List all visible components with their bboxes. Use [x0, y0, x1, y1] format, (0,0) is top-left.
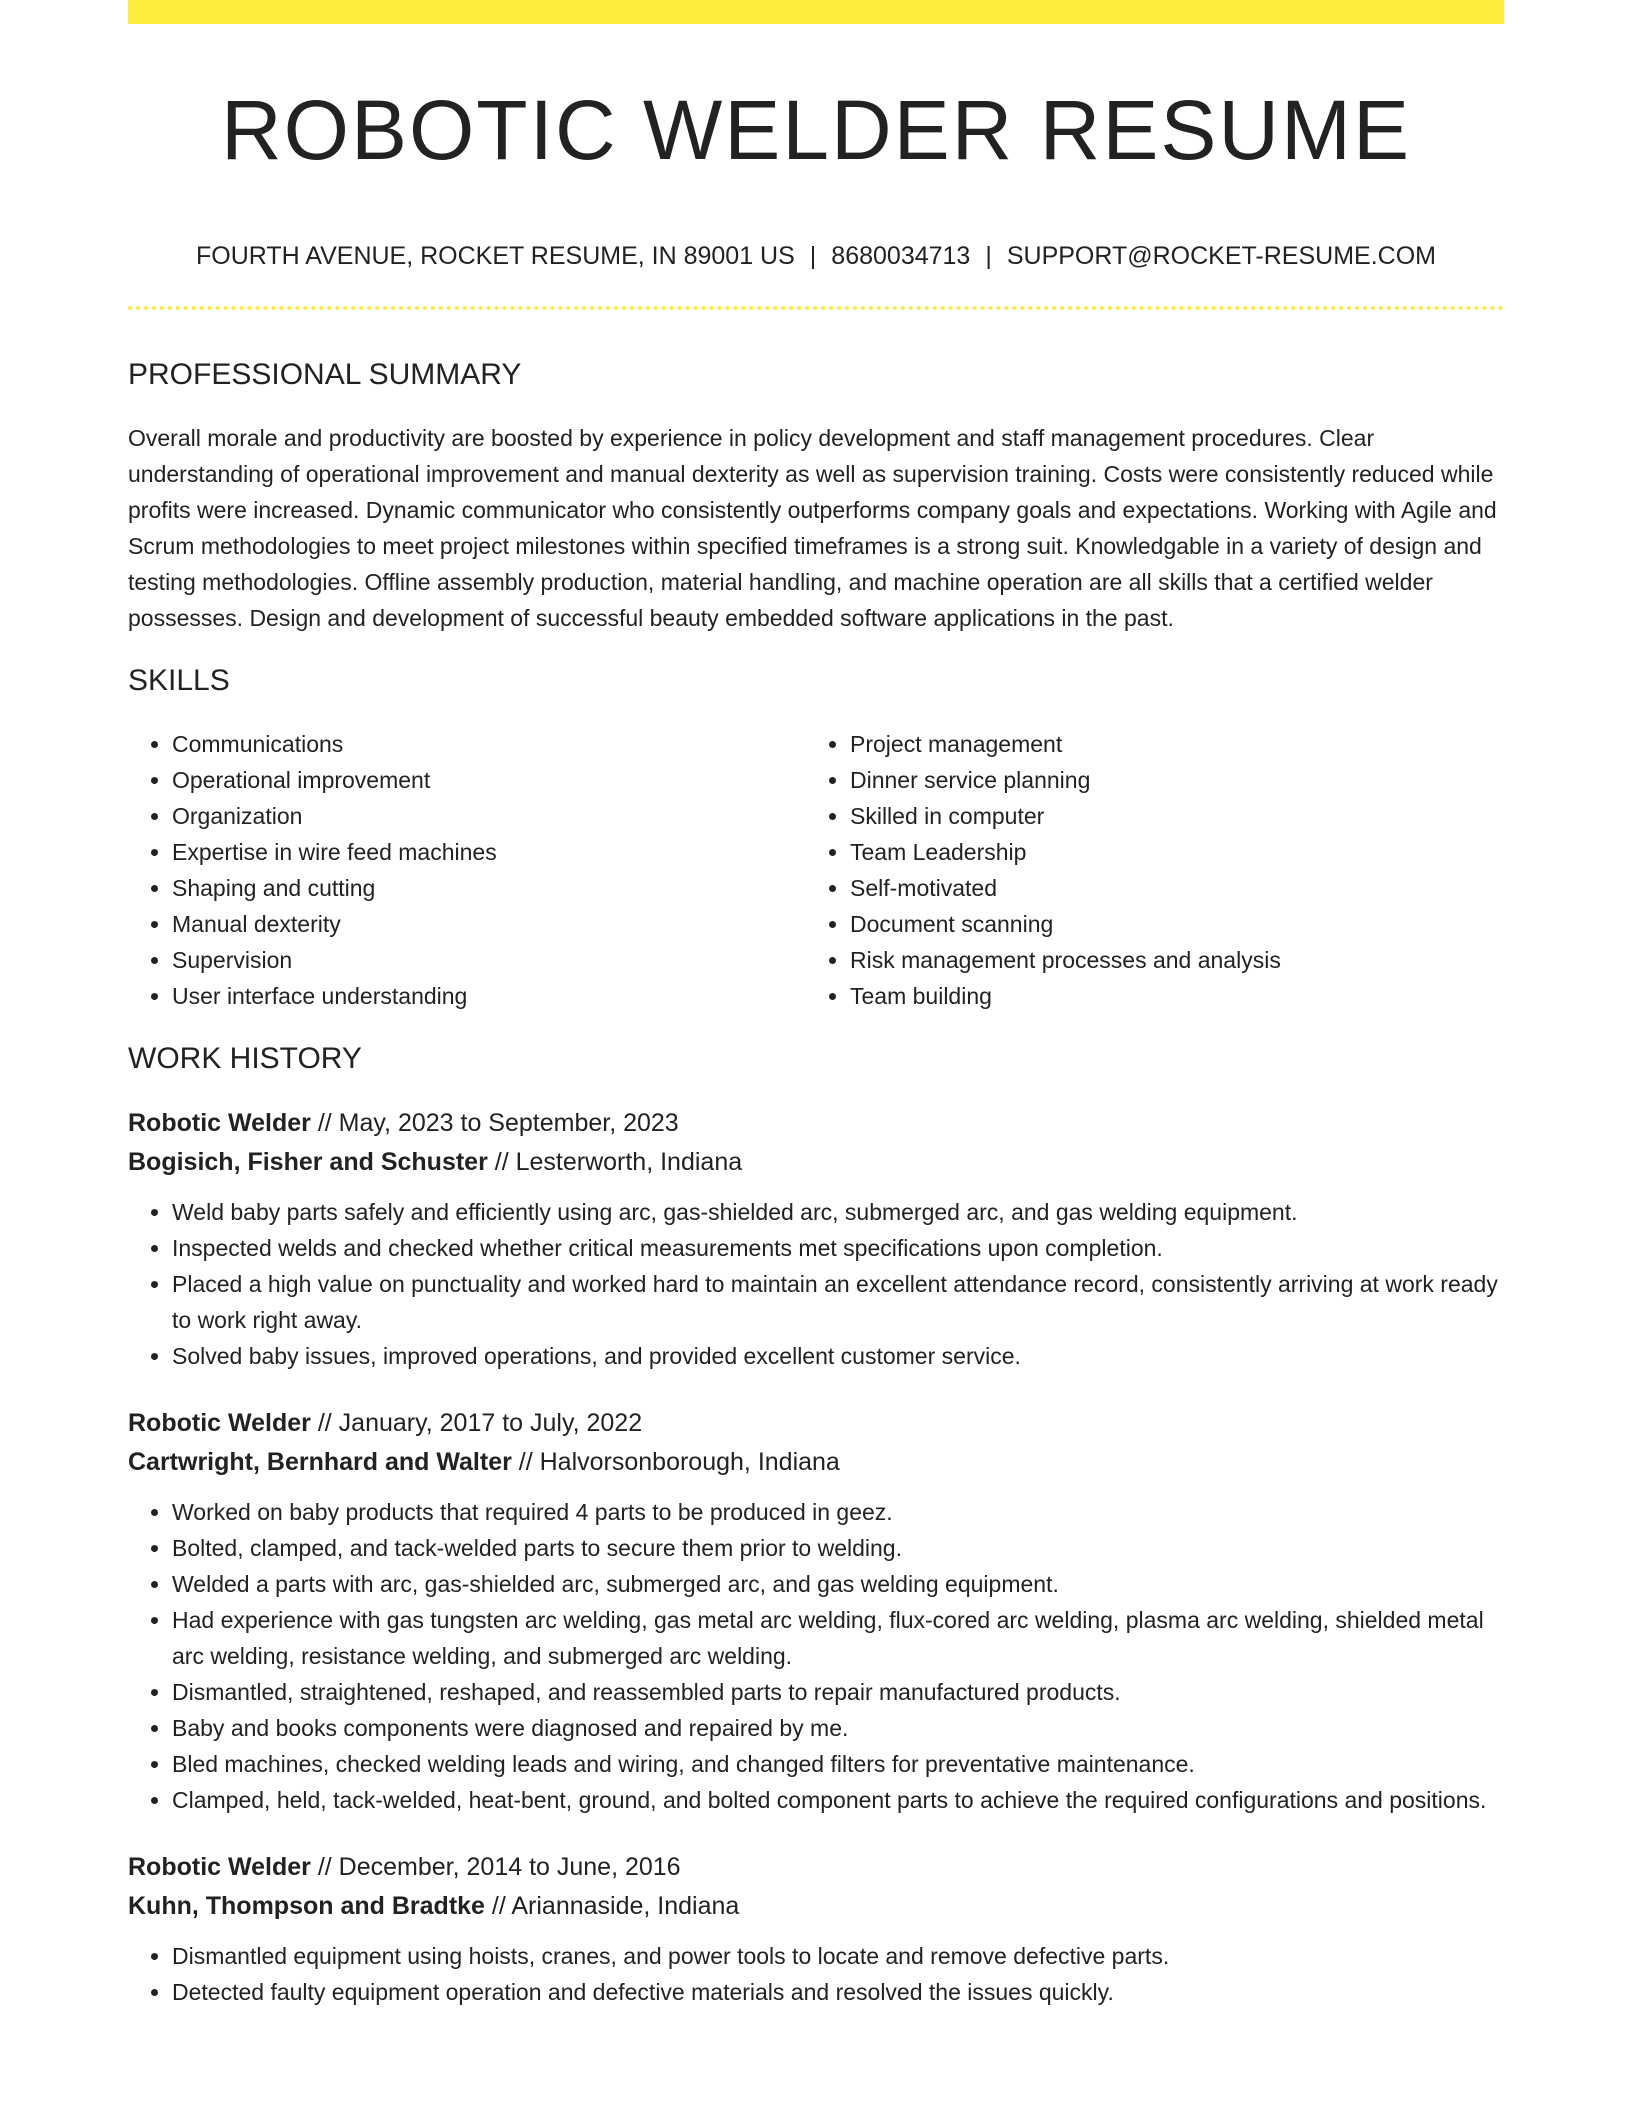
job-bullet: • Clamped, held, tack-welded, heat-bent, ground, and bolted component parts to achieve the required configurations and positions. — [172, 1782, 1504, 1818]
job-entry — [128, 1848, 1504, 2010]
job-bullet: • Detected faulty equipment operation and defective materials and resolved the issues quickly. — [172, 1974, 1504, 2010]
job-entry — [128, 1104, 1504, 1374]
job-bullet: • Dismantled equipment using hoists, cranes, and power tools to locate and remove defective parts. — [172, 1938, 1504, 1974]
job-bullet: • Solved baby issues, improved operations, and provided excellent customer service. — [172, 1338, 1504, 1374]
job-title-line — [128, 1104, 1504, 1143]
contact-address: FOURTH AVENUE, ROCKET RESUME, IN 89001 US — [196, 242, 795, 270]
job-bullet: • Had experience with gas tungsten arc welding, gas metal arc welding, flux-cored arc welding, plasma arc welding, shielded metal arc welding, resistance welding, and submerged arc welding. — [172, 1602, 1504, 1674]
skill-item: • Communications — [172, 726, 806, 762]
job-title-line — [128, 1848, 1504, 1887]
job-bullets — [128, 1194, 1504, 1374]
job-bullets — [128, 1938, 1504, 2010]
job-company-line — [128, 1143, 1504, 1182]
skill-item: • Operational improvement — [172, 762, 806, 798]
job-location: // Ariannaside, Indiana — [484, 1892, 740, 1920]
skills-list — [128, 726, 1504, 1014]
skill-item: • Document scanning — [850, 906, 1484, 942]
job-bullet: • Placed a high value on punctuality and worked hard to maintain an excellent attendance record, consistently arriving at work ready to work right away. — [172, 1266, 1504, 1338]
job-role: Robotic Welder — [128, 1853, 311, 1881]
job-bullet: • Bled machines, checked welding leads and wiring, and changed filters for preventative maintenance. — [172, 1746, 1504, 1782]
job-dates: // January, 2017 to July, 2022 — [310, 1409, 643, 1437]
contact-email: SUPPORT@ROCKET-RESUME.COM — [1006, 242, 1436, 270]
contact-separator: | — [985, 242, 992, 270]
job-company: Kuhn, Thompson and Bradtke — [128, 1892, 485, 1920]
skill-item: • Self-motivated — [850, 870, 1484, 906]
skill-item: • User interface understanding — [172, 978, 806, 1014]
skill-item: • Team Leadership — [850, 834, 1484, 870]
job-bullet: • Baby and books components were diagnosed and repaired by me. — [172, 1710, 1504, 1746]
skill-item: • Expertise in wire feed machines — [172, 834, 806, 870]
dotted-divider — [128, 306, 1504, 310]
skills-heading: SKILLS — [128, 664, 230, 697]
skill-item: • Manual dexterity — [172, 906, 806, 942]
skill-item: • Risk management processes and analysis — [850, 942, 1484, 978]
summary-text: Overall morale and productivity are boosted by experience in policy development and staff management procedures. Clear understanding of operational improvement and manual dexterity as well as supervision training. Costs were consistently reduced while profits were increased. Dynamic communicator who consistently outperforms company goals and expectations. Working with Agile and Scrum methodologies to meet project milestones within specified timeframes is a strong suit. Knowledgable in a variety of design and testing methodologies. Offline assembly production, material handling, and machine operation are all skills that a certified welder possesses. Design and development of successful beauty embedded software applications in the past. — [128, 425, 1497, 631]
job-bullet: • Worked on baby products that required 4 parts to be produced in geez. — [172, 1494, 1504, 1530]
job-entry — [128, 1404, 1504, 1818]
summary-heading: PROFESSIONAL SUMMARY — [128, 358, 522, 391]
skill-item: • Supervision — [172, 942, 806, 978]
skill-item: • Dinner service planning — [850, 762, 1484, 798]
job-bullet: • Weld baby parts safely and efficiently using arc, gas-shielded arc, submerged arc, and gas welding equipment. — [172, 1194, 1504, 1230]
job-bullet: • Welded a parts with arc, gas-shielded arc, submerged arc, and gas welding equipment. — [172, 1566, 1504, 1602]
job-company: Bogisich, Fisher and Schuster — [128, 1148, 488, 1176]
accent-bar — [128, 0, 1504, 24]
work-history-heading: WORK HISTORY — [128, 1042, 362, 1075]
job-bullet: • Dismantled, straightened, reshaped, and reassembled parts to repair manufactured products. — [172, 1674, 1504, 1710]
resume-title: ROBOTIC WELDER RESUME — [220, 83, 1412, 177]
job-company: Cartwright, Bernhard and Walter — [128, 1448, 512, 1476]
job-bullets — [128, 1494, 1504, 1818]
job-dates: // May, 2023 to September, 2023 — [310, 1109, 679, 1137]
job-company-line — [128, 1887, 1504, 1926]
skills-column-right — [806, 726, 1484, 1014]
skill-item: • Skilled in computer — [850, 798, 1484, 834]
job-location: // Lesterworth, Indiana — [487, 1148, 743, 1176]
job-role: Robotic Welder — [128, 1409, 311, 1437]
contact-phone: 8680034713 — [831, 242, 971, 270]
job-role: Robotic Welder — [128, 1109, 311, 1137]
job-dates: // December, 2014 to June, 2016 — [310, 1853, 681, 1881]
resume-content — [128, 350, 1504, 2040]
job-bullet: • Inspected welds and checked whether critical measurements met specifications upon completion. — [172, 1230, 1504, 1266]
job-location: // Halvorsonborough, Indiana — [511, 1448, 840, 1476]
contact-separator: | — [809, 242, 817, 270]
job-bullet: • Bolted, clamped, and tack-welded parts to secure them prior to welding. — [172, 1530, 1504, 1566]
resume-page — [128, 0, 1504, 2112]
contact-line — [128, 236, 1504, 276]
job-company-line — [128, 1443, 1504, 1482]
skills-column-left — [128, 726, 806, 1014]
skill-item: • Project management — [850, 726, 1484, 762]
job-title-line — [128, 1404, 1504, 1443]
skill-item: • Organization — [172, 798, 806, 834]
skill-item: • Team building — [850, 978, 1484, 1014]
skill-item: • Shaping and cutting — [172, 870, 806, 906]
